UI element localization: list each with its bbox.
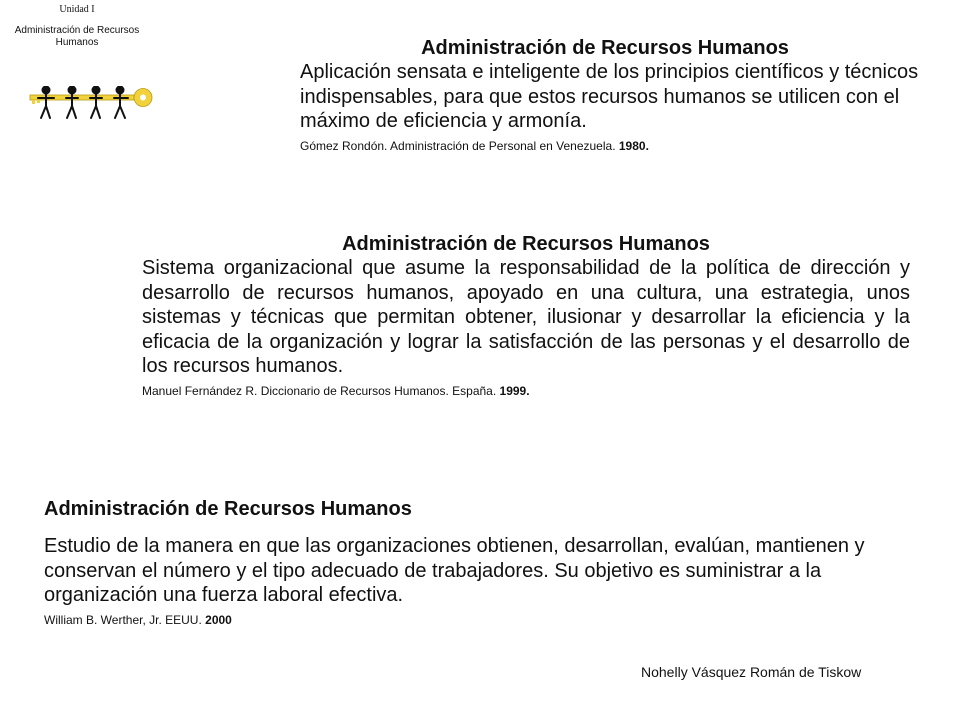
course-label: Administración de Recursos Humanos: [14, 25, 140, 48]
author-footer: Nohelly Vásquez Román de Tiskow: [641, 664, 862, 680]
definition-citation: Manuel Fernández R. Diccionario de Recursos Humanos. España. 1999.: [142, 383, 530, 398]
definition-2: [142, 232, 910, 399]
definition-1: [300, 36, 930, 154]
definition-title: Administración de Recursos Humanos: [421, 37, 789, 59]
definition-text: Estudio de la manera en que las organizaciones obtienen, desarrollan, evalúan, mantienen y conservan el número y el tipo adecuado de trabajadores. Su objetivo es suministrar a la organización una fuerza laboral efectiva.: [44, 535, 865, 606]
definition-3: [44, 497, 924, 628]
definition-title: Administración de Recursos Humanos: [44, 498, 412, 520]
definition-citation: Gómez Rondón. Administración de Personal en Venezuela. 1980.: [300, 138, 649, 153]
definition-text: Sistema organizacional que asume la responsabilidad de la política de dirección y desarrollo de recursos humanos, apoyado en una cultura, una estrategia, unos sistemas y técnicas que permitan obtener, ilusionar y desarrollar la eficiencia y la eficacia de la organización y lograr la satisfacción de las personas y el desarrollo de los recursos humanos.: [142, 257, 910, 377]
definition-text: Aplicación sensata e inteligente de los principios científicos y técnicos indispensables, para que estos recursos humanos se utilicen con el máximo de eficiencia y armonía.: [300, 61, 919, 132]
people-with-key-icon: [28, 86, 158, 122]
unit-label: Unidad I: [59, 4, 95, 15]
definition-citation: William B. Werther, Jr. EEUU. 2000: [44, 612, 232, 627]
definition-title: Administración de Recursos Humanos: [342, 233, 710, 255]
